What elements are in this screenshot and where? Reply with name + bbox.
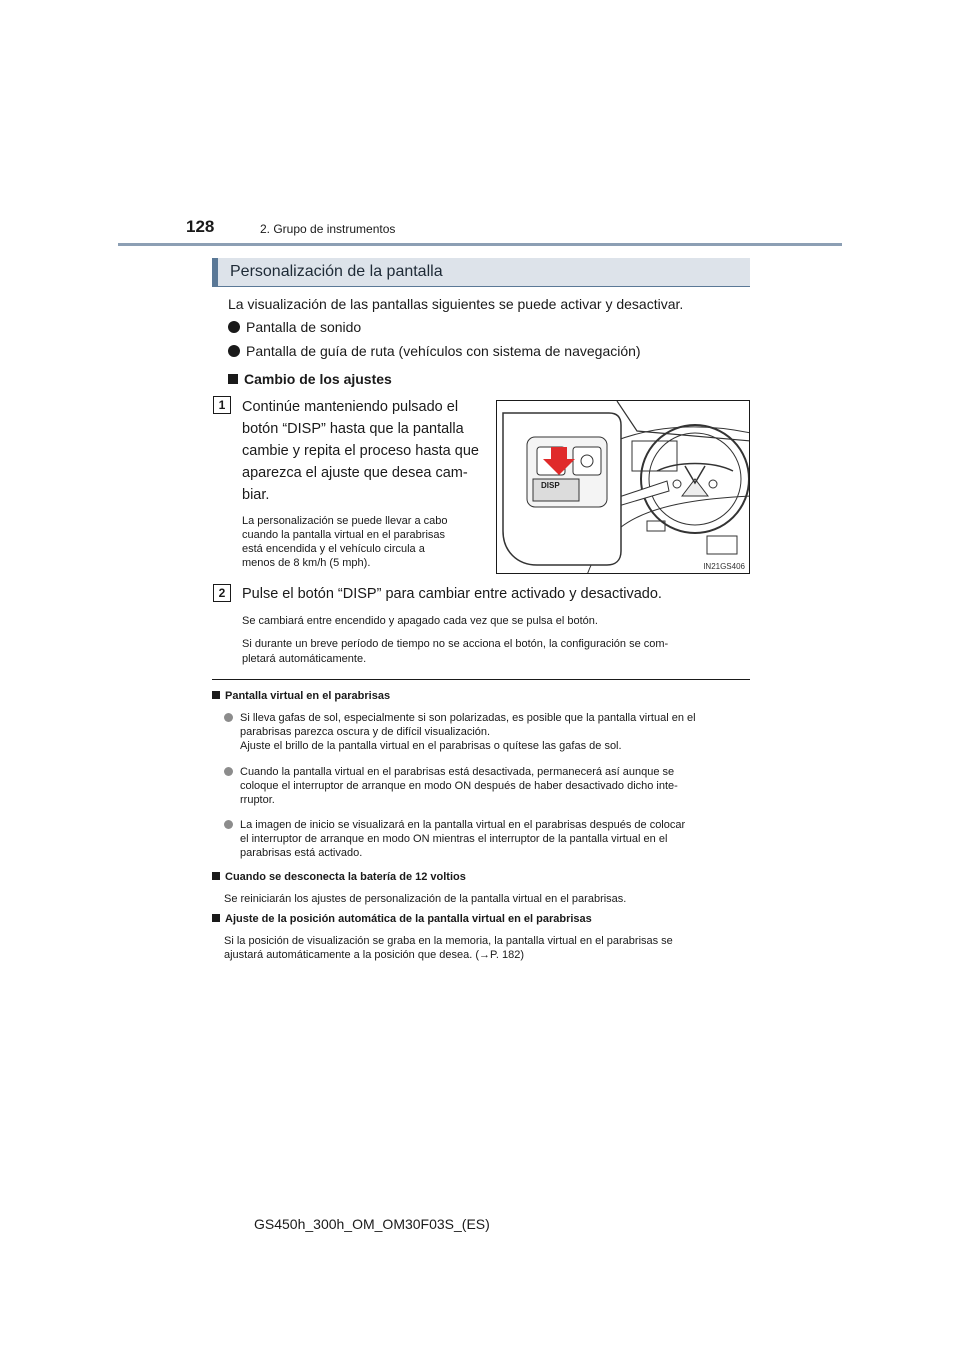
list-item	[228, 765, 750, 807]
list-item-text: Pantalla de guía de ruta (vehículos con sistema de navegación)	[246, 343, 641, 359]
info-body	[224, 934, 750, 962]
info-heading-text: Cuando se desconecta la batería de 12 voltios	[225, 871, 466, 883]
bullet-dot-icon	[228, 321, 240, 333]
dashboard-drawing	[497, 401, 750, 574]
step-1-note-line: está encendida y el vehículo circula a	[242, 543, 425, 555]
chapter-title: 2. Grupo de instrumentos	[260, 222, 396, 236]
list-item-line: coloque el interruptor de arranque en modo ON después de haber desactivado dicho inte-	[240, 780, 678, 792]
bullet-dot-icon	[224, 713, 233, 722]
step-number-badge: 1	[213, 396, 231, 414]
list-item-line: La imagen de inicio se visualizará en la pantalla virtual en el parabrisas después de colocar	[240, 819, 686, 831]
step-1-note-line: menos de 8 km/h (5 mph).	[242, 557, 371, 569]
header-rule	[118, 243, 842, 246]
step-1-line: biar.	[242, 487, 270, 503]
square-bullet-icon	[212, 914, 220, 922]
info-body: Se reiniciarán los ajustes de personalización de la pantalla virtual en el parabrisas.	[224, 893, 627, 905]
step-1-line: botón “DISP” hasta que la pantalla	[242, 421, 464, 437]
step-number-badge: 2	[213, 584, 231, 602]
dashboard-illustration	[496, 400, 750, 574]
divider	[212, 679, 750, 680]
section-bar-rule	[212, 286, 750, 287]
bullet-dot-icon	[224, 767, 233, 776]
step-2-note: pletará automáticamente.	[242, 653, 367, 665]
square-bullet-icon	[212, 872, 220, 880]
square-bullet-icon	[228, 374, 238, 384]
section-title: Personalización de la pantalla	[230, 263, 443, 280]
list-item	[228, 341, 641, 361]
list-item	[228, 818, 750, 860]
list-item-line: Cuando la pantalla virtual en el parabrisas está desactivada, permanecerá así aunque se	[240, 766, 675, 778]
list-item	[228, 317, 361, 337]
section-header-bar	[212, 258, 750, 286]
step-2-note: Si durante un breve período de tiempo no se acciona el botón, la configuración se com-	[242, 638, 669, 650]
step-2-note: Se cambiará entre encendido y apagado cada vez que se pulsa el botón.	[242, 615, 598, 627]
list-item-line: parabrisas parezca oscura y de difícil visualización.	[240, 726, 491, 738]
step-1-line: cambie y repita el proceso hasta que	[242, 443, 479, 459]
list-item-text: Pantalla de sonido	[246, 319, 362, 335]
square-bullet-icon	[212, 691, 220, 699]
subheading	[228, 369, 392, 389]
step-1-note	[242, 514, 480, 570]
list-item-line: parabrisas está activado.	[240, 847, 363, 859]
figure-id: IN21GS406	[703, 562, 745, 571]
subheading-text: Cambio de los ajustes	[244, 371, 392, 387]
page-number: 128	[186, 217, 215, 236]
bullet-dot-icon	[224, 820, 233, 829]
info-heading	[212, 871, 466, 883]
disp-button-label: DISP	[541, 481, 560, 490]
list-item-line: rruptor.	[240, 794, 275, 806]
step-1-line: Continúe manteniendo pulsado el	[242, 399, 459, 415]
list-item-line: el interruptor de arranque en modo ON mientras el interruptor de la pantalla virtual en el	[240, 833, 668, 845]
list-item-line: Si lleva gafas de sol, especialmente si son polarizadas, es posible que la pantalla virtual en el	[240, 712, 696, 724]
document-code: GS450h_300h_OM_OM30F03S_(ES)	[254, 1216, 490, 1232]
intro-text: La visualización de las pantallas siguientes se puede activar y desactivar.	[228, 296, 684, 312]
step-1-note-line: cuando la pantalla virtual en el parabrisas	[242, 529, 446, 541]
info-heading-text: Pantalla virtual en el parabrisas	[225, 690, 391, 702]
info-body-line: Si la posición de visualización se graba en la memoria, la pantalla virtual en el parabrisas se	[224, 935, 673, 947]
info-heading-text: Ajuste de la posición automática de la pantalla virtual en el parabrisas	[225, 913, 592, 925]
bullet-dot-icon	[228, 345, 240, 357]
list-item	[228, 711, 750, 753]
list-item-line: Ajuste el brillo de la pantalla virtual en el parabrisas o quítese las gafas de sol.	[240, 740, 622, 752]
step-1-note-line: La personalización se puede llevar a cabo	[242, 515, 448, 527]
info-heading	[212, 690, 390, 702]
step-2-text: Pulse el botón “DISP” para cambiar entre activado y desactivado.	[242, 586, 662, 602]
step-1-line: aparezca el ajuste que desea cam-	[242, 465, 468, 481]
info-heading	[212, 913, 592, 925]
step-1-text	[242, 396, 480, 506]
info-body-line: ajustará automáticamente a la posición que desea. (→P. 182)	[224, 949, 525, 961]
